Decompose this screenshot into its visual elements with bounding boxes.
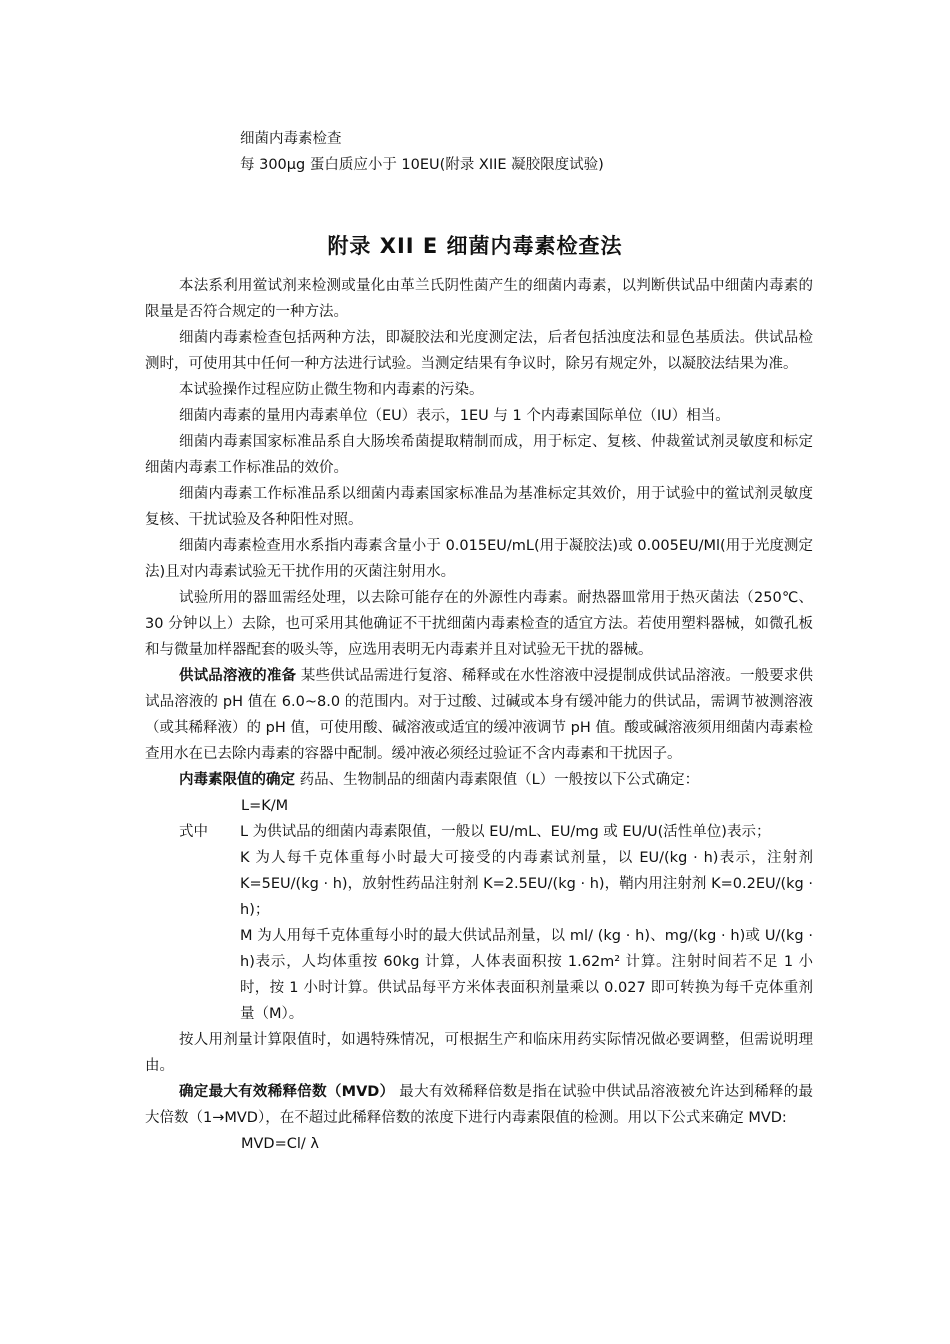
definition-l-text: L 为供试品的细菌内毒素限值，一般以 EU/mL、EU/mg 或 EU/U(活性单位)表示； [240, 824, 771, 840]
sample-prep-text: 某些供试品需进行复溶、稀释或在水性溶液中浸提制成供试品溶液。一般要求供试品溶液的 pH 值在 6.0~8.0 的范围内。对于过酸、过碱或本身有缓冲能力的供试品，需调节被测溶液（或其稀释液）的 pH 值，可使用酸、碱溶液或适宜的缓冲液调节 pH 值。酸或碱溶液须用细菌内毒素检查用水在已去除内毒素的容器中配制。缓冲液必须经过验证不含内毒素和干扰因子。 [145, 668, 814, 762]
sample-prep-heading: 供试品溶液的准备 [179, 668, 297, 684]
definition-m: M 为人用每千克体重每小时的最大供试品剂量，以 ml/ (kg · h)、mg/(kg · h)或 U/(kg · h)表示，人均体重按 60kg 计算，人体表面积按 1.62m² 计算。注射时间若不足 1 小时，按 1 小时计算。供试品每平方米体表面积剂量乘以 0.027 即可转换为每千克体重剂量（M）。 [240, 928, 813, 1022]
paragraph-intro: 本法系利用鲎试剂来检测或量化由革兰氏阴性菌产生的细菌内毒素，以判断供试品中细菌内毒素的限量是否符合规定的一种方法。 [145, 278, 813, 320]
limit-heading: 内毒素限值的确定 [179, 772, 295, 788]
paragraph-methods: 细菌内毒素检查包括两种方法，即凝胶法和光度测定法，后者包括浊度法和显色基质法。供试品检测时，可使用其中任何一种方法进行试验。当测定结果有争议时，除另有规定外，以凝胶法结果为准。 [145, 330, 813, 372]
paragraph-adjustment: 按人用剂量计算限值时，如遇特殊情况，可根据生产和临床用药实际情况做必要调整，但需说明理由。 [145, 1032, 813, 1074]
formula-limit: L=K/M [241, 798, 289, 814]
paragraph-units: 细菌内毒素的量用内毒素单位（EU）表示，1EU 与 1 个内毒素国际单位（IU）相当。 [179, 408, 730, 424]
mvd-heading: 确定最大有效稀释倍数（MVD） [179, 1084, 395, 1100]
paragraph-working-standard: 细菌内毒素工作标准品系以细菌内毒素国家标准品为基准标定其效价，用于试验中的鲎试剂灵敏度复核、干扰试验及各种阳性对照。 [145, 486, 813, 528]
paragraph-national-standard: 细菌内毒素国家标准品系自大肠埃希菌提取精制而成，用于标定、复核、仲裁鲎试剂灵敏度和标定细菌内毒素工作标准品的效价。 [145, 434, 813, 476]
definition-k: K 为人每千克体重每小时最大可接受的内毒素试剂量，以 EU/(kg · h)表示，注射剂 K=5EU/(kg · h)，放射性药品注射剂 K=2.5EU/(kg · h)，鞘内用注射剂 K=0.2EU/(kg · h)； [240, 850, 813, 918]
paragraph-vessels: 试验所用的器皿需经处理，以去除可能存在的外源性内毒素。耐热器皿常用于热灭菌法（250℃、30 分钟以上）去除，也可采用其他确证不干扰细菌内毒素检查的适宜方法。若使用塑料器械，如微孔板和与微量加样器配套的吸头等，应选用表明无内毒素并且对试验无干扰的器械。 [145, 590, 813, 658]
header-line-1: 细菌内毒素检查 [240, 131, 342, 147]
paragraph-test-water: 细菌内毒素检查用水系指内毒素含量小于 0.015EU/mL(用于凝胶法)或 0.005EU/Ml(用于光度测定法)且对内毒素试验无干扰作用的灭菌注射用水。 [145, 538, 813, 580]
paragraph-mvd [145, 1079, 813, 1131]
paragraph-contamination: 本试验操作过程应防止微生物和内毒素的污染。 [179, 382, 484, 398]
section-title: 附录 XII E 细菌内毒素检查法 [327, 234, 623, 258]
mvd-text: 最大有效稀释倍数是指在试验中供试品溶液被允许达到稀释的最大倍数（1→MVD），在不超过此稀释倍数的浓度下进行内毒素限值的检测。用以下公式来确定 MVD: [145, 1084, 814, 1126]
definition-label: 式中 [179, 824, 208, 840]
paragraph-limit [145, 767, 813, 793]
document-body [145, 273, 813, 1157]
definition-l [145, 819, 813, 845]
header-line-2: 每 300μg 蛋白质应小于 10EU(附录 XIIE 凝胶限度试验) [240, 157, 604, 173]
limit-text: 药品、生物制品的细菌内毒素限值（L）一般按以下公式确定： [295, 772, 700, 788]
paragraph-sample-prep [145, 663, 813, 767]
formula-mvd: MVD=Cl/ λ [241, 1136, 319, 1152]
